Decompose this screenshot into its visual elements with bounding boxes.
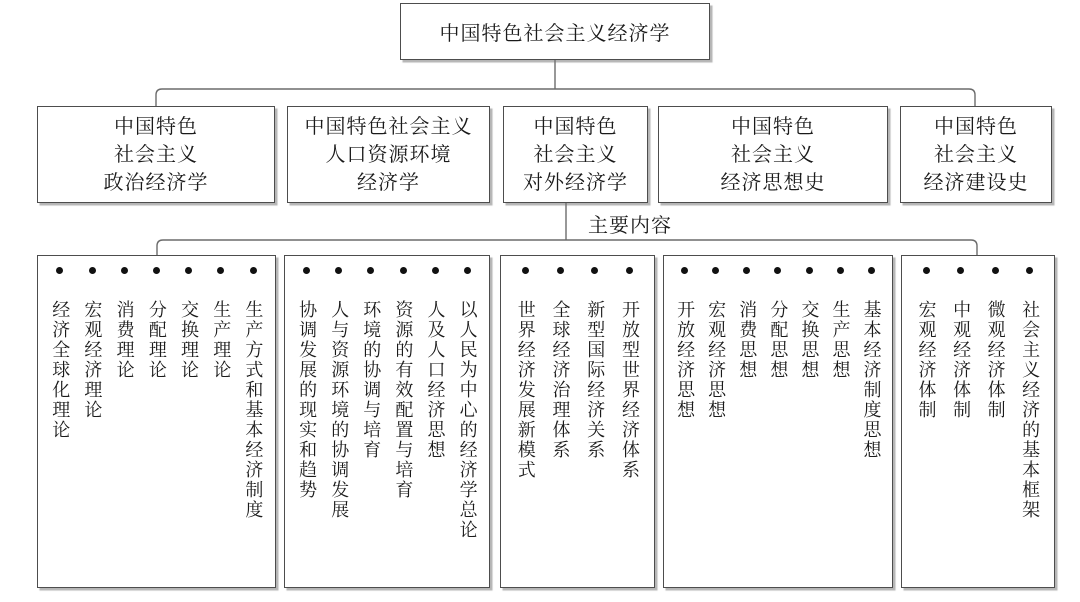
topic-item-column [830,267,851,380]
topic-item-column [178,267,199,380]
bullet-icon [591,267,598,274]
topic-item-label: 资源的有效配置与培育 [393,300,414,500]
topic-columns [38,256,275,587]
bullet-icon [89,267,96,274]
topic-item-column [737,267,758,380]
topic-columns [664,256,892,587]
topic-item-label: 生产方式和基本经济制度 [243,300,264,520]
bullet-icon [400,267,407,274]
topic-item-column [768,267,789,380]
branch-label-line: 中国特色 [114,115,198,138]
branch-label [305,113,473,197]
bullet-icon [743,267,750,274]
bullet-icon [626,267,633,274]
branch-label-line: 人口资源环境 [325,143,452,166]
topic-item-label: 生产理论 [211,300,232,380]
bullet-icon [992,267,999,274]
topic-item-label: 开放型世界经济体系 [619,300,640,480]
branch-label [523,113,628,197]
topic-item-column [916,267,937,420]
topic-item-column [674,267,695,420]
branch-label [721,113,826,197]
topic-item-label: 协调发展的现实和趋势 [297,300,318,500]
topic-item-column [950,267,971,420]
branch-label-line: 政治经济学 [103,171,209,194]
bullet-icon [121,267,128,274]
topic-item-column [861,267,882,460]
topic-item-label: 以人民为中心的经济学总论 [457,300,478,540]
topic-item-column [425,267,446,460]
topic-item-label: 经济全球化理论 [50,300,71,440]
topic-columns [501,256,654,587]
bullet-icon [557,267,564,274]
topic-item-column [1019,267,1040,520]
topic-item-column [361,267,382,460]
branch-label [104,113,209,197]
topic-item-column [705,267,726,420]
branch-label-line: 社会主义 [934,143,1018,166]
root-title: 中国特色社会主义经济学 [439,23,671,45]
topic-item-label: 宏观经济思想 [706,300,727,420]
bullet-icon [923,267,930,274]
topic-item-label: 交换思想 [799,300,820,380]
branch-label-line: 经济建设史 [923,171,1029,194]
bullet-icon [522,267,529,274]
bullet-icon [957,267,964,274]
topic-item-column [329,267,350,520]
topic-item-label: 分配理论 [146,300,167,380]
branch-label-line: 经济思想史 [720,171,826,194]
topic-columns [285,256,489,587]
topic-item-label: 全球经济治理体系 [550,300,571,460]
branch-label-line: 中国特色社会主义 [304,115,473,138]
topic-item-label: 分配思想 [768,300,789,380]
bullet-icon [185,267,192,274]
branch-label-line: 中国特色 [934,115,1018,138]
topic-item-label: 社会主义经济的基本框架 [1020,300,1041,520]
bullet-icon [464,267,471,274]
bullet-icon [712,267,719,274]
content-box-economic-thought-history [663,255,893,588]
bullet-icon [806,267,813,274]
bullet-icon [432,267,439,274]
bullet-icon [217,267,224,274]
bullet-icon [303,267,310,274]
topic-item-label: 基本经济制度思想 [861,300,882,460]
topic-item-column [296,267,317,500]
bullet-icon [335,267,342,274]
topic-item-label: 微观经济体制 [985,300,1006,420]
branch-label-line: 社会主义 [114,143,198,166]
topic-item-label: 宏观经济理论 [82,300,103,420]
branch-label-line: 经济学 [357,171,420,194]
bullet-icon [153,267,160,274]
content-box-population-resources-environment [284,255,490,588]
content-box-foreign-economics [500,255,655,588]
topic-item-column [457,267,478,540]
branch-box-foreign-economics [503,106,648,203]
topic-item-label: 交换理论 [179,300,200,380]
branch-label-line: 社会主义 [731,143,815,166]
topic-item-column [799,267,820,380]
topic-item-column [243,267,264,520]
branch-label-line: 中国特色 [533,115,618,138]
topic-item-label: 新型国际经济关系 [585,300,606,460]
bullet-icon [837,267,844,274]
topic-item-label: 人与资源环境的协调发展 [329,300,350,520]
branch-box-population-resources-environment [287,106,490,203]
root-box [400,3,710,60]
bullet-icon [1026,267,1033,274]
branch-label-line: 对外经济学 [523,171,628,194]
branch-label-line: 社会主义 [533,143,618,166]
topic-item-column [114,267,135,380]
topic-item-label: 世界经济发展新模式 [515,300,536,480]
topic-item-label: 消费思想 [737,300,758,380]
content-box-economic-construction-history [901,255,1055,588]
bullet-icon [367,267,374,274]
topic-item-label: 生产思想 [830,300,851,380]
topic-item-column [82,267,103,420]
topic-item-column [146,267,167,380]
bullet-icon [774,267,781,274]
branch-label-line: 中国特色 [731,115,815,138]
bullet-icon [681,267,688,274]
topic-item-column [515,267,536,480]
topic-item-column [50,267,71,440]
branch-box-economic-construction-history [900,106,1052,203]
topic-item-label: 中观经济体制 [951,300,972,420]
topic-columns [902,256,1054,587]
branch-box-economic-thought-history [658,106,888,203]
topic-item-label: 人及人口经济思想 [425,300,446,460]
topic-item-column [550,267,571,460]
branch-box-political-economics [37,106,275,203]
bullet-icon [56,267,63,274]
topic-item-label: 开放经济思想 [675,300,696,420]
bullet-icon [868,267,875,274]
content-box-political-economics [37,255,276,588]
topic-item-label: 宏观经济体制 [916,300,937,420]
topic-item-column [585,267,606,460]
topic-item-column [619,267,640,480]
topic-item-label: 消费理论 [114,300,135,380]
topic-item-column [393,267,414,500]
main-content-label: 主要内容 [588,215,672,237]
topic-item-column [985,267,1006,420]
bullet-icon [250,267,257,274]
topic-item-label: 环境的协调与培育 [361,300,382,460]
topic-item-column [211,267,232,380]
branch-label [924,113,1029,197]
